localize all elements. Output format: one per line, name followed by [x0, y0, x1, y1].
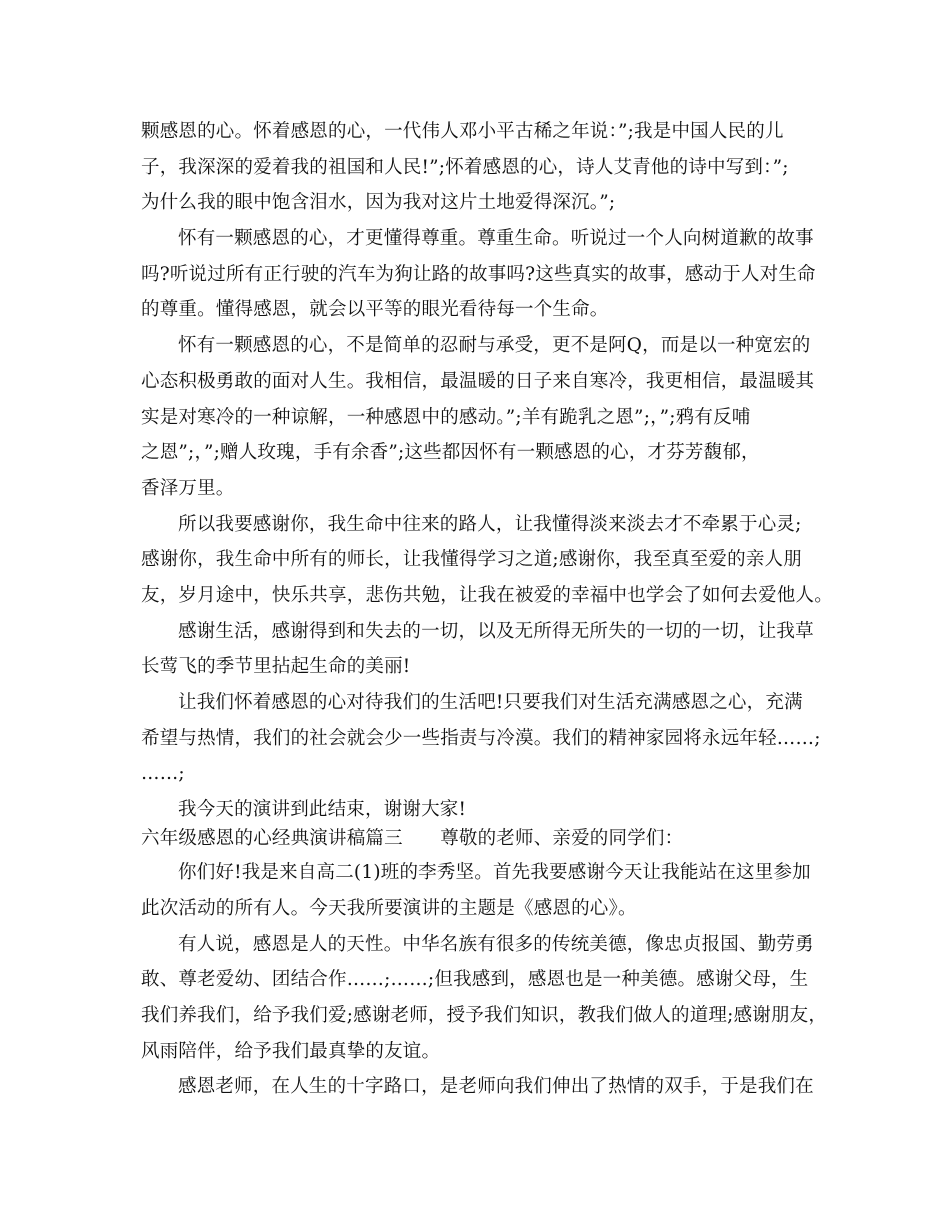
text-line: 吗?听说过所有正行驶的汽车为狗让路的故事吗?这些真实的故事，感动于人对生命: [141, 264, 816, 285]
text-line: 的尊重。懂得感恩，就会以平等的眼光看待每一个生命。: [141, 299, 609, 320]
text-line: 友，岁月途中，快乐共享，悲伤共勉，让我在被爱的幸福中也学会了如何去爱他人。: [141, 585, 833, 606]
text-line: 风雨陪伴，给予我们最真挚的友谊。: [141, 1041, 441, 1062]
text-line: 让我们怀着感恩的心对待我们的生活吧!只要我们对生活充满感恩之心，充满: [178, 692, 803, 713]
text-line: 感谢生活，感谢得到和失去的一切，以及无所得无所失的一切的一切，让我草: [178, 621, 814, 642]
text-line: 有人说，感恩是人的天性。中华名族有很多的传统美德，像忠贞报国、勤劳勇: [178, 934, 814, 955]
section-heading: 六年级感恩的心经典演讲稿篇三 尊敬的老师、亲爱的同学们：: [141, 828, 684, 849]
text-line: 子，我深深的爱着我的祖国和人民!”;怀着感恩的心，诗人艾青他的诗中写到：”;: [141, 157, 789, 178]
text-line: 我今天的演讲到此结束，谢谢大家!: [178, 799, 467, 820]
text-line: 此次活动的所有人。今天我所要演讲的主题是《感恩的心》。: [141, 898, 637, 919]
text-line: 颗感恩的心。怀着感恩的心，一代伟人邓小平古稀之年说：”;我是中国人民的儿: [141, 121, 784, 142]
text-line: 我们养我们，给予我们爱;感谢老师，授予我们知识，教我们做人的道理;感谢朋友，: [141, 1005, 828, 1026]
text-line: 感谢你，我生命中所有的师长，让我懂得学习之道;感谢你，我至真至爱的亲人朋: [141, 549, 802, 570]
text-line: 香泽万里。: [141, 478, 235, 499]
text-line: ……;: [141, 763, 185, 784]
text-line: 感恩老师，在人生的十字路口，是老师向我们伸出了热情的双手，于是我们在: [178, 1076, 814, 1097]
text-line: 实是对寒冷的一种谅解，一种感恩中的感动。”;羊有跪乳之恩”;，”;鸦有反哺: [141, 407, 751, 428]
text-line: 长莺飞的季节里拈起生命的美丽!: [141, 656, 411, 677]
text-line: 敢、尊老爱幼、团结合作……;……;但我感到，感恩也是一种美德。感谢父母，生: [141, 969, 809, 990]
text-line: 为什么我的眼中饱含泪水，因为我对这片土地爱得深沉。”;: [141, 192, 616, 213]
text-line: 怀有一颗感恩的心，才更懂得尊重。尊重生命。听说过一个人向树道歉的故事: [178, 228, 814, 249]
text-line: 你们好!我是来自高二(1)班的李秀坚。首先我要感谢今天让我能站在这里参加: [178, 862, 811, 883]
text-line: 怀有一颗感恩的心，不是简单的忍耐与承受，更不是阿Q，而是以一种宽宏的: [178, 335, 811, 356]
text-line: 希望与热情，我们的社会就会少一些指责与冷漠。我们的精神家园将永远年轻……;: [141, 728, 821, 749]
text-line: 心态积极勇敢的面对人生。我相信，最温暖的日子来自寒冷，我更相信，最温暖其: [141, 371, 815, 392]
text-line: 所以我要感谢你，我生命中往来的路人，让我懂得淡来淡去才不牵累于心灵;: [178, 514, 802, 535]
text-line: 之恩”;，”;赠人玫瑰，手有余香”;这些都因怀有一颗感恩的心，才芬芳馥郁，: [141, 442, 760, 463]
